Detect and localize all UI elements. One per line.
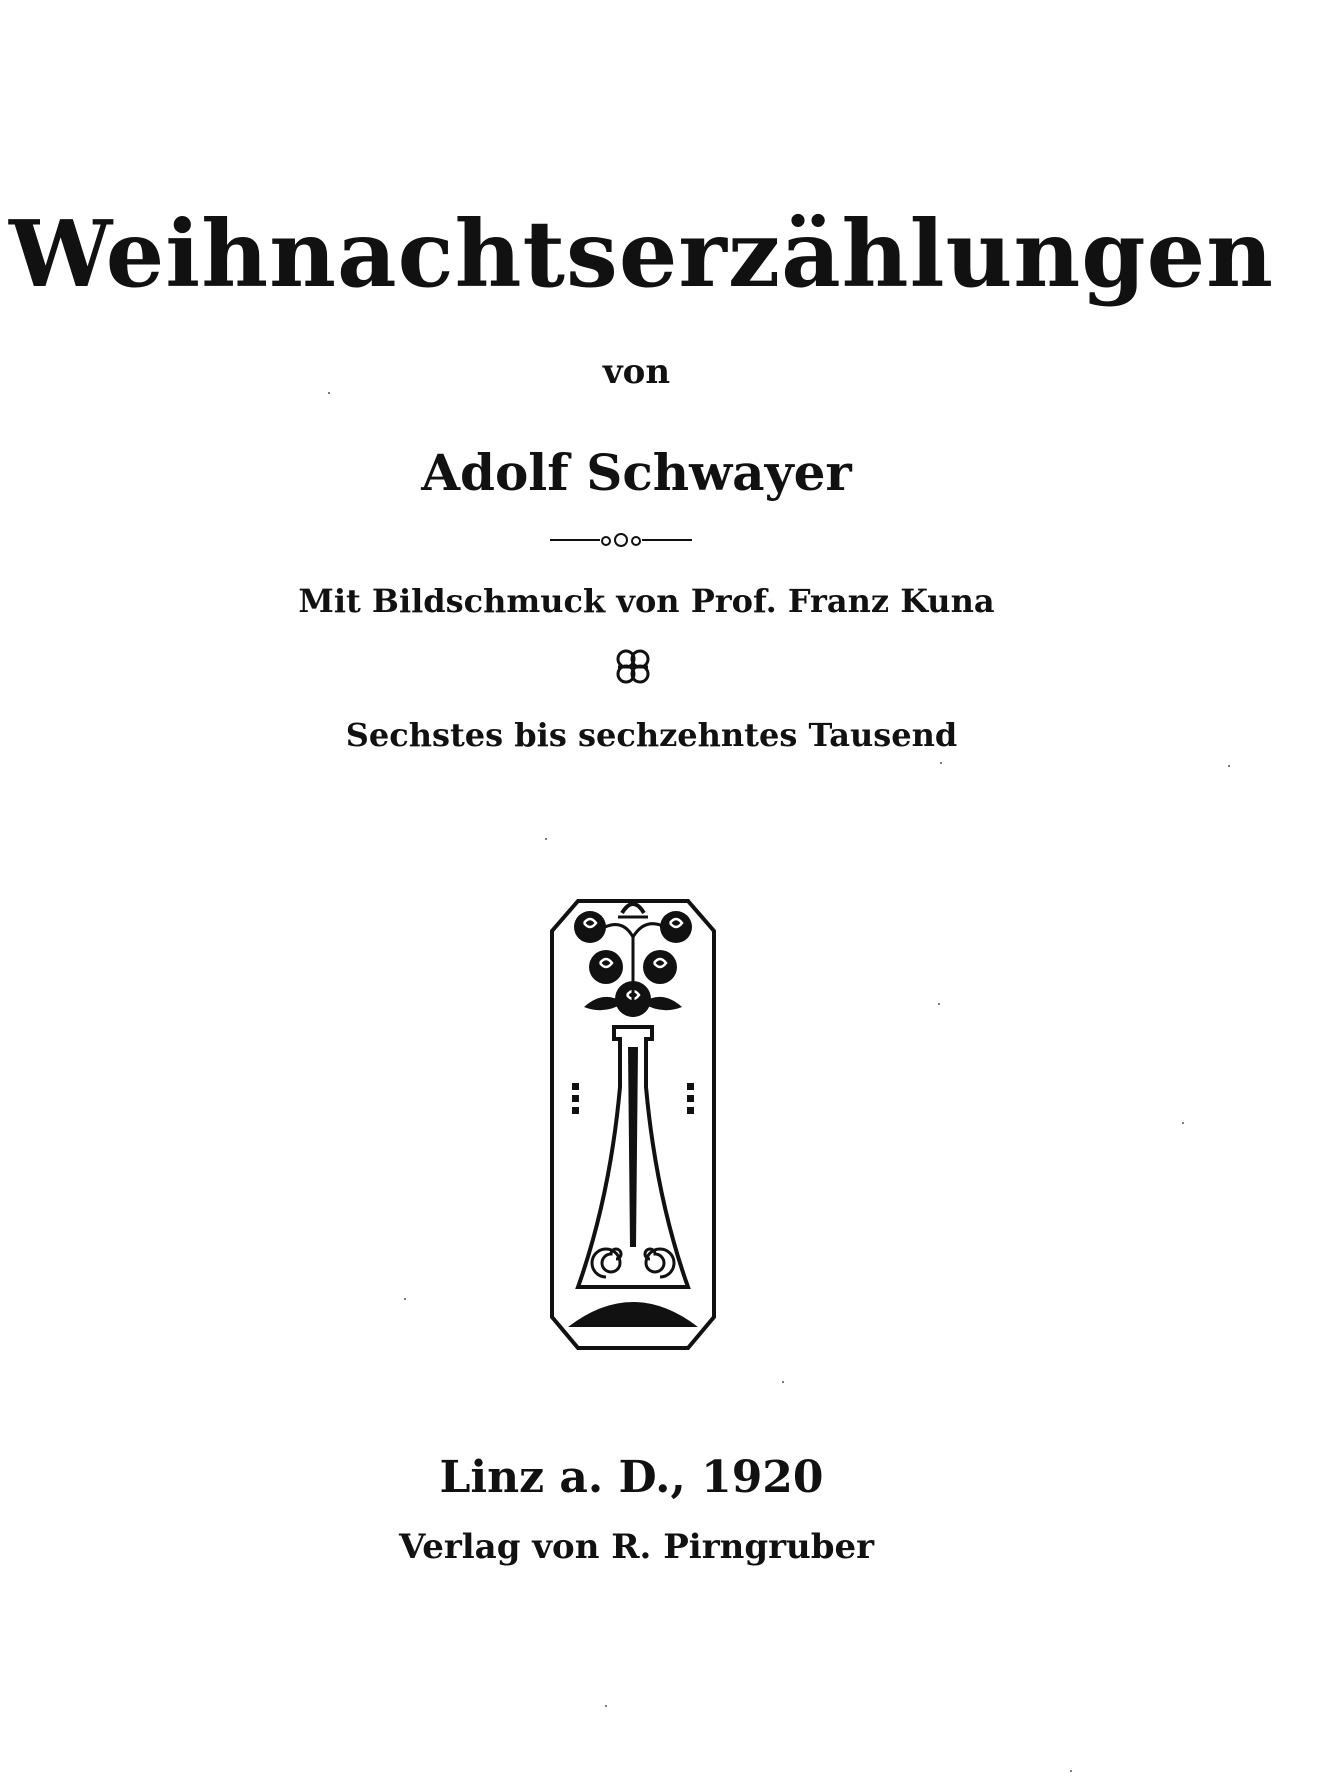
book-title: Weihnachtserzählungen	[8, 200, 1275, 308]
author-name: Adolf Schwayer	[421, 443, 852, 502]
scan-speck	[940, 762, 942, 764]
scan-speck	[1228, 765, 1230, 767]
four-leaf-knot-icon	[608, 646, 658, 688]
scan-speck	[545, 838, 547, 840]
scan-speck	[1070, 1770, 1072, 1772]
scan-speck	[328, 392, 330, 394]
art-nouveau-vase-with-roses-vignette	[548, 897, 718, 1352]
scan-speck	[938, 1003, 940, 1005]
edition-note: Sechstes bis sechzehntes Tausend	[345, 716, 958, 754]
scan-speck	[404, 1298, 406, 1300]
scan-speck	[1182, 1122, 1184, 1124]
scan-speck	[605, 1705, 607, 1707]
by-word: von	[602, 352, 671, 392]
place-and-year: Linz a. D., 1920	[439, 1452, 824, 1503]
rule-with-circles-icon	[0, 528, 1323, 552]
publisher-line: Verlag von R. Pirngruber	[398, 1527, 875, 1567]
illustrations-credit: Mit Bildschmuck von Prof. Franz Kuna	[298, 582, 995, 620]
scan-speck	[782, 1381, 784, 1383]
